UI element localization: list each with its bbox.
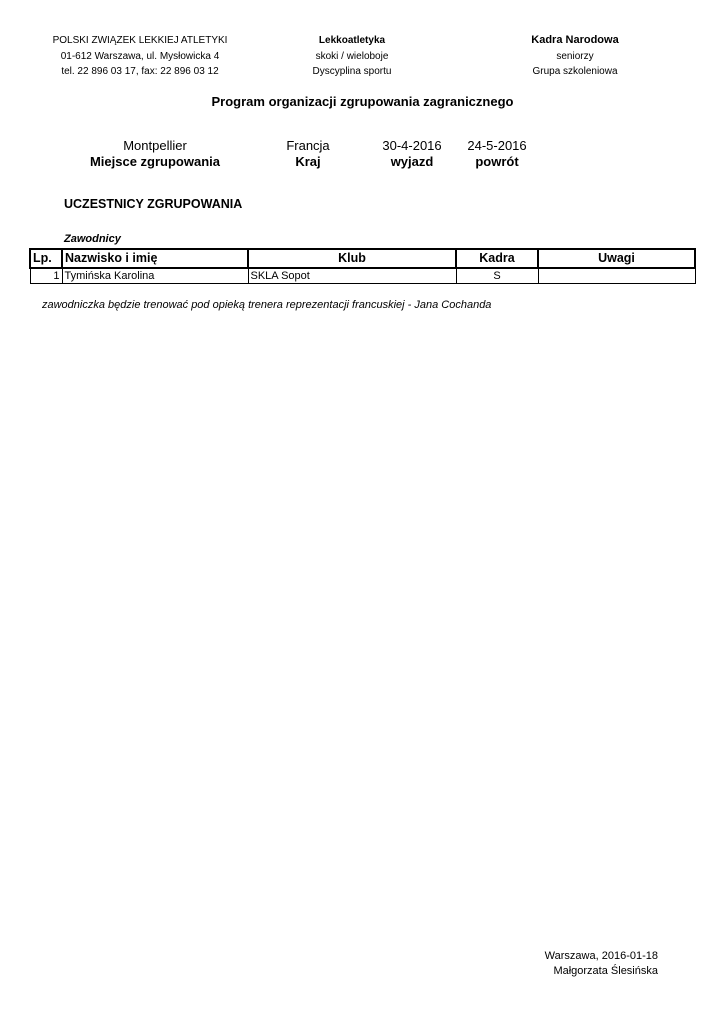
camp-departure <box>372 138 452 170</box>
athletes-label: Zawodnicy <box>64 233 121 245</box>
participants-table <box>29 248 696 284</box>
team-block <box>505 33 645 80</box>
trainer-note: zawodniczka będzie trenować pod opieką trenera reprezentacji francuskiej - Jana Cochanda <box>42 299 492 311</box>
cell-squad: S <box>456 268 538 284</box>
camp-country-label: Kraj <box>295 154 321 169</box>
header-lp: Lp. <box>30 249 62 268</box>
camp-place-value: Montpellier <box>123 138 187 153</box>
camp-return-label: powrót <box>475 154 519 169</box>
signature-place-date: Warszawa, 2016-01-18 <box>544 950 658 962</box>
discipline-block <box>282 33 422 80</box>
org-block <box>40 33 240 80</box>
discipline-label: Dyscyplina sportu <box>312 66 392 77</box>
table-row <box>30 268 695 284</box>
camp-return <box>457 138 537 170</box>
signature-name: Małgorzata Ślesińska <box>553 965 658 977</box>
camp-place <box>75 138 235 170</box>
camp-return-value: 24-5-2016 <box>467 138 527 153</box>
signature-block <box>480 949 658 979</box>
camp-departure-value: 30-4-2016 <box>382 138 442 153</box>
cell-club: SKLA Sopot <box>248 268 456 284</box>
document-title: Program organizacji zgrupowania zagranicznego <box>211 94 514 109</box>
header-squad: Kadra <box>456 249 538 268</box>
header-notes: Uwagi <box>538 249 695 268</box>
org-address: 01-612 Warszawa, ul. Mysłowicka 4 <box>60 50 220 62</box>
cell-name: Tymińska Karolina <box>62 268 248 284</box>
team-name: Kadra Narodowa <box>531 34 619 46</box>
discipline-sport: Lekkoatletyka <box>318 35 386 46</box>
header-club: Klub <box>248 249 456 268</box>
team-label: Grupa szkoleniowa <box>532 66 618 77</box>
org-contact: tel. 22 896 03 17, fax: 22 896 03 12 <box>61 66 219 77</box>
camp-country-value: Francja <box>286 138 330 153</box>
camp-place-label: Miejsce zgrupowania <box>89 154 221 169</box>
discipline-events: skoki / wieloboje <box>315 50 389 62</box>
org-name: POLSKI ZWIĄZEK LEKKIEJ ATLETYKI <box>52 35 228 46</box>
team-category: seniorzy <box>556 50 594 62</box>
cell-lp: 1 <box>30 268 62 284</box>
header-name: Nazwisko i imię <box>62 249 248 268</box>
participants-heading: UCZESTNICY ZGRUPOWANIA <box>64 197 243 211</box>
camp-country <box>268 138 348 170</box>
camp-departure-label: wyjazd <box>390 154 434 169</box>
table-header-row <box>30 249 695 268</box>
cell-notes <box>538 268 695 284</box>
